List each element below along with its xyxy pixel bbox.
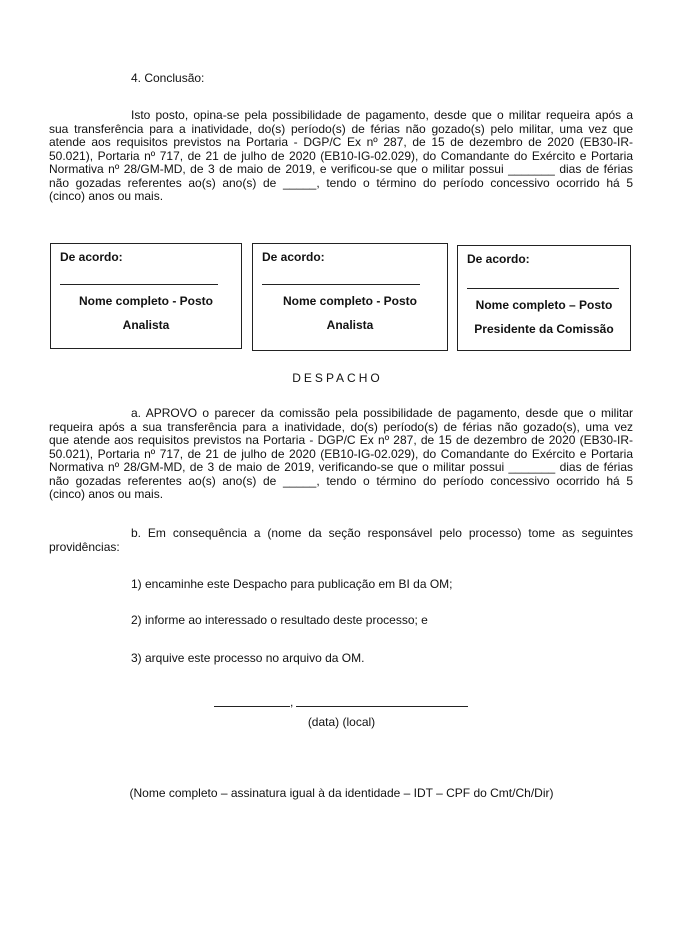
conclusion-line: 50.021), Portaria nº 717, de 21 de julho de 2020 (EB10-IG-02.029), do Comandante do Exército e Portaria xyxy=(49,148,633,163)
despacho-a-line: que atende aos requisitos previstos na Portaria - DGP/C Ex nº 287, de 15 de dezembro de 2020 (EB30-IR- xyxy=(49,433,633,447)
signature-box-title: De acordo: xyxy=(60,250,123,264)
despacho-heading: DESPACHO xyxy=(292,371,383,385)
despacho-item-3: 3) arquive este processo no arquivo da OM. xyxy=(131,651,365,665)
conclusion-line: não gozadas referentes ao(s) ano(s) de _____, tendo o término do período concessivo ocorrido há 5 xyxy=(49,175,633,190)
signature-name: Nome completo - Posto xyxy=(78,294,213,308)
conclusion-line: (cinco) anos ou mais. xyxy=(49,189,164,203)
date-place-caption: (data) (local) xyxy=(307,715,376,729)
signature-line xyxy=(467,288,619,289)
signature-name: Nome completo - Posto xyxy=(282,294,417,308)
despacho-paragraph-a xyxy=(49,407,633,502)
despacho-item-1: 1) encaminhe este Despacho para publicação em BI da OM; xyxy=(131,577,453,591)
conclusion-line: Normativa nº 28/GM-MD, de 3 de maio de 2019, e verificou-se que o militar possui _______ dias de férias xyxy=(49,162,633,176)
signature-box-title: De acordo: xyxy=(467,252,530,266)
despacho-a-line: Normativa nº 28/GM-MD, de 3 de maio de 2019, verificando-se que o militar possui _______ dias de férias xyxy=(49,460,633,474)
conclusion-line: atende aos requisitos previstos na Portaria - DGP/C Ex nº 287, de 15 de dezembro de 2020 (EB30-IR- xyxy=(49,135,633,149)
conclusion-line: sua transferência para a inatividade, do(s) período(s) de férias não gozado(s) pelo militar, uma vez que xyxy=(49,121,633,136)
despacho-item-2: 2) informe ao interessado o resultado deste processo; e xyxy=(131,613,428,627)
despacho-a-line: requeira após a sua transferência para a inatividade, do(s) período(s) de férias não gozado(s), uma vez xyxy=(49,419,633,434)
commander-signature-caption: (Nome completo – assinatura igual à da identidade – IDT – CPF do Cmt/Ch/Dir) xyxy=(129,786,554,800)
conclusion-paragraph xyxy=(49,109,633,204)
despacho-a-line: (cinco) anos ou mais. xyxy=(49,487,164,501)
signature-box-analyst-2 xyxy=(252,243,448,351)
conclusion-line: Isto posto, opina-se pela possibilidade de pagamento, desde que o militar requeira após a xyxy=(131,108,633,122)
signature-box-analyst-1 xyxy=(50,243,242,349)
despacho-b-line: providências: xyxy=(49,539,120,554)
despacho-a-line: não gozadas referentes ao(s) ano(s) de _____, tendo o término do período concessivo ocorrido há 5 xyxy=(49,473,633,488)
signature-role: Analista xyxy=(122,318,170,332)
conclusion-heading: 4. Conclusão: xyxy=(131,71,205,85)
despacho-a-line: 50.021), Portaria nº 717, de 21 de julho de 2020 (EB10-IG-02.029), do Comandante do Exército e Portaria xyxy=(49,446,633,461)
signature-role: Presidente da Comissão xyxy=(474,322,614,336)
despacho-b-line: b. Em consequência a (nome da seção responsável pelo processo) tome as seguintes xyxy=(131,526,633,540)
signature-name: Nome completo – Posto xyxy=(475,298,613,312)
signature-line xyxy=(262,284,420,285)
despacho-paragraph-b xyxy=(49,527,633,554)
place-line xyxy=(296,706,468,707)
date-line xyxy=(214,706,290,707)
signature-line xyxy=(60,284,218,285)
signature-box-president xyxy=(457,245,631,351)
signature-role: Analista xyxy=(326,318,374,332)
signature-box-title: De acordo: xyxy=(262,250,325,264)
date-place-separator: , xyxy=(290,695,294,709)
despacho-a-line: a. APROVO o parecer da comissão pela possibilidade de pagamento, desde que o militar xyxy=(131,406,633,420)
